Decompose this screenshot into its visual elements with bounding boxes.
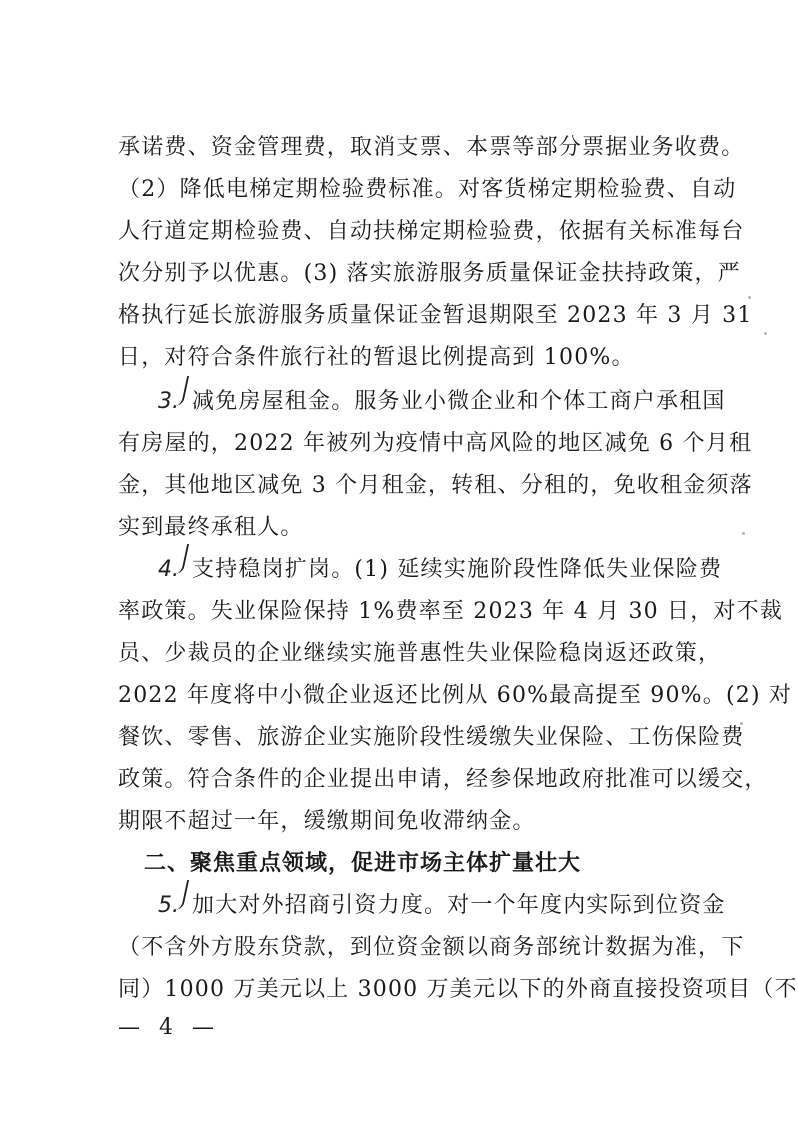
- text-line: 减免房屋租金。服务业小微企业和个体工商户承租国: [192, 389, 726, 414]
- scan-speck: [748, 296, 751, 299]
- text-line: 格执行延长旅游服务质量保证金暂退期限至 2023 年 3 月 31: [118, 303, 753, 328]
- text-line: 实到最终承租人。: [118, 515, 304, 540]
- text-line: 有房屋的，2022 年被列为疫情中高风险的地区减免 6 个月租: [118, 431, 753, 456]
- text-line: 期限不超过一年，缓缴期间免收滞纳金。: [118, 809, 536, 834]
- text-line: 金，其他地区减免 3 个月租金，转租、分租的，免收租金须落: [118, 473, 753, 498]
- text-line: 同）1000 万美元以上 3000 万美元以下的外商直接投资项目（不: [118, 977, 798, 1002]
- text-line: 承诺费、资金管理费，取消支票、本票等部分票据业务收费。: [118, 135, 745, 160]
- handwritten-item-mark: [158, 550, 179, 590]
- check-mark-icon: [169, 880, 189, 910]
- text-line: 人行道定期检验费、自动扶梯定期检验费，依据有关标准每台: [118, 219, 745, 244]
- text-line: 餐饮、零售、旅游企业实施阶段性缓缴失业保险、工伤保险费: [118, 725, 745, 750]
- text-line: 加大对外招商引资力度。对一个年度内实际到位资金: [192, 893, 726, 918]
- text-line: 日，对符合条件旅行社的暂退比例提高到 100%。: [118, 345, 635, 370]
- section-heading: 二、聚焦重点领域，促进市场主体扩量壮大: [144, 851, 582, 876]
- text-line: 次分别予以优惠。(3) 落实旅游服务质量保证金扶持政策，严: [118, 261, 741, 286]
- item-number: 4.: [158, 557, 179, 582]
- scan-speck: [764, 332, 767, 335]
- item-number: 5.: [158, 893, 179, 918]
- scan-speck: [740, 722, 743, 725]
- check-mark-icon: [169, 544, 189, 574]
- scan-speck: [742, 532, 745, 535]
- item-number: 3.: [158, 389, 179, 414]
- check-mark-icon: [169, 376, 189, 406]
- text-line: 支持稳岗扩岗。(1) 延续实施阶段性降低失业保险费: [192, 557, 723, 582]
- text-line: （不含外方股东贷款，到位资金额以商务部统计数据为准，下: [118, 935, 745, 960]
- text-line: 政策。符合条件的企业提出申请，经参保地政府批准可以缓交，: [118, 767, 768, 792]
- page-number: — 4 —: [118, 1015, 220, 1040]
- text-line: 员、少裁员的企业继续实施普惠性失业保险稳岗返还政策，: [118, 641, 722, 666]
- handwritten-item-mark: [158, 382, 179, 422]
- handwritten-item-mark: [158, 886, 179, 926]
- text-line: 率政策。失业保险保持 1%费率至 2023 年 4 月 30 日，对不裁: [118, 599, 784, 624]
- text-line: （2）降低电梯定期检验费标准。对客货梯定期检验费、自动: [118, 177, 737, 202]
- text-line: 2022 年度将中小微企业返还比例从 60%最高提至 90%。(2) 对: [118, 683, 793, 708]
